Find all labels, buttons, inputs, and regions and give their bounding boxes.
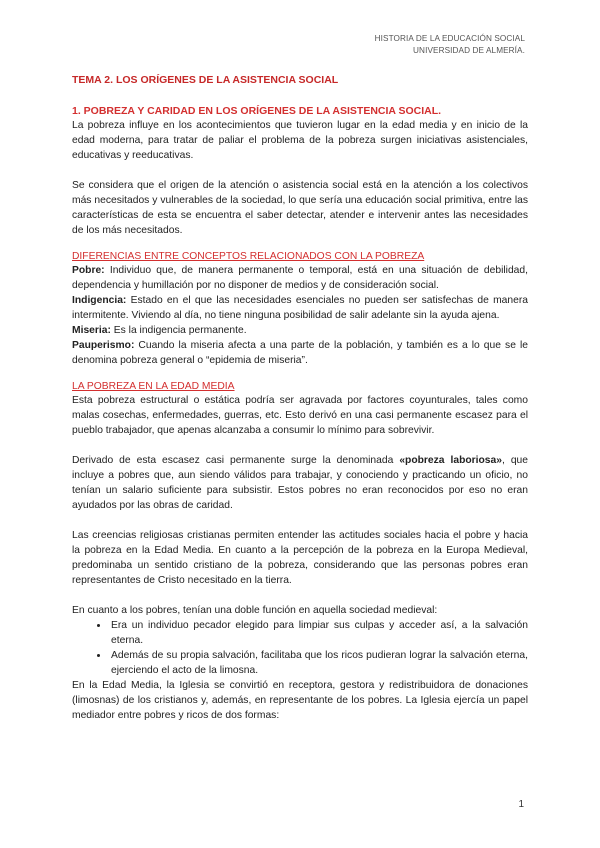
paragraph: Se considera que el origen de la atención o asistencia social está en la atención a los colectivos más necesitados y vulnerables de la sociedad, lo que sería una educación social primitiva, entre las características de esta se encuentra el saber detectar, atender e intervenir antes las necesidades de los más necesitados. xyxy=(72,180,528,236)
page-header xyxy=(375,33,525,57)
definition-text: Cuando la miseria afecta a una parte de la población, y también es a lo que se le denomina pobreza general o “epidemia de miseria”. xyxy=(72,340,528,366)
highlight-term: «pobreza laboriosa» xyxy=(399,455,502,466)
paragraph: Las creencias religiosas cristianas permiten entender las actitudes sociales hacia el pobre y hacia la pobreza en la Edad Media. En cuanto a la percepción de la pobreza en la Europa Medieval, predominaba un sentido cristiano de la pobreza, considerando que las personas pobres eran representantes de Cristo necesitado en la tierra. xyxy=(72,530,528,586)
paragraph: En la Edad Media, la Iglesia se convirtió en receptora, gestora y redistribuidora de donaciones (limosnas) de los cristianos y, además, en representante de los pobres. La Iglesia ejercía un papel mediador entre pobres y ricos de dos formas: xyxy=(72,680,528,721)
definition-text: Estado en el que las necesidades esenciales no pueden ser satisfechas de manera intermitente. Viviendo al día, no tiene ninguna posibilidad de salir adelante sin la ayuda ajena. xyxy=(72,295,528,321)
paragraph-text: , que incluye a pobres que, aun siendo válidos para trabajar, y conociendo y practicando un oficio, no tenían un salario suficiente para subsistir. Estos pobres no eran reconocidos por eso no eran ayudados por las obras de caridad. xyxy=(72,455,529,511)
list-item: • Además de su propia salvación, facilitaba que los ricos pudieran lograr la salvación eterna, ejerciendo el acto de la limosna. xyxy=(109,648,528,678)
definition-item xyxy=(72,293,528,323)
subsection-heading: DIFERENCIAS ENTRE CONCEPTOS RELACIONADOS CON LA POBREZA xyxy=(72,251,425,262)
paragraph: La pobreza influye en los acontecimientos que tuvieron lugar en la edad media y en inicio de la edad moderna, para tratar de paliar el problema de la pobreza surgen iniciativas asistenciales, educativas y reeducativas. xyxy=(72,120,528,161)
document-body xyxy=(72,74,528,723)
bullet-list xyxy=(72,618,528,678)
header-university: UNIVERSIDAD DE ALMERÍA. xyxy=(413,46,525,55)
definition-term: Pauperismo: xyxy=(72,340,135,351)
page-number: 1 xyxy=(518,799,524,810)
definition-term: Miseria: xyxy=(72,325,111,336)
paragraph-text: Derivado de esta escasez casi permanente surge la denominada xyxy=(72,455,400,466)
header-course: HISTORIA DE LA EDUCACIÓN SOCIAL xyxy=(374,34,525,43)
paragraph: Esta pobreza estructural o estática podría ser agravada por factores coyunturales, tales como malas cosechas, enfermedades, guerras, etc. Esto derivó en una casi permanente escasez para el pueblo trabajador, que apenas alcanzaba a consumir lo mínimo para sobrevivir. xyxy=(72,395,528,436)
definition-text: Es la indigencia permanente. xyxy=(110,325,247,336)
paragraph xyxy=(72,453,528,513)
section-heading: 1. POBREZA Y CARIDAD EN LOS ORÍGENES DE LA ASISTENCIA SOCIAL. xyxy=(72,105,442,117)
document-title: TEMA 2. LOS ORÍGENES DE LA ASISTENCIA SOCIAL xyxy=(72,74,339,86)
list-item: • Era un individuo pecador elegido para limpiar sus culpas y acceder así, a la salvación eterna. xyxy=(109,618,528,648)
subsection-heading: LA POBREZA EN LA EDAD MEDIA xyxy=(72,381,235,392)
definition-item xyxy=(72,338,528,368)
definition-item xyxy=(72,323,528,338)
definition-item xyxy=(72,263,528,293)
definition-term: Indigencia: xyxy=(72,295,127,306)
definition-text: Individuo que, de manera permanente o temporal, está en una situación de debilidad, dependencia y humillación por no disponer de medios y de consideración social. xyxy=(72,265,528,291)
paragraph: En cuanto a los pobres, tenían una doble función en aquella sociedad medieval: xyxy=(72,605,438,616)
definition-term: Pobre: xyxy=(72,265,105,276)
